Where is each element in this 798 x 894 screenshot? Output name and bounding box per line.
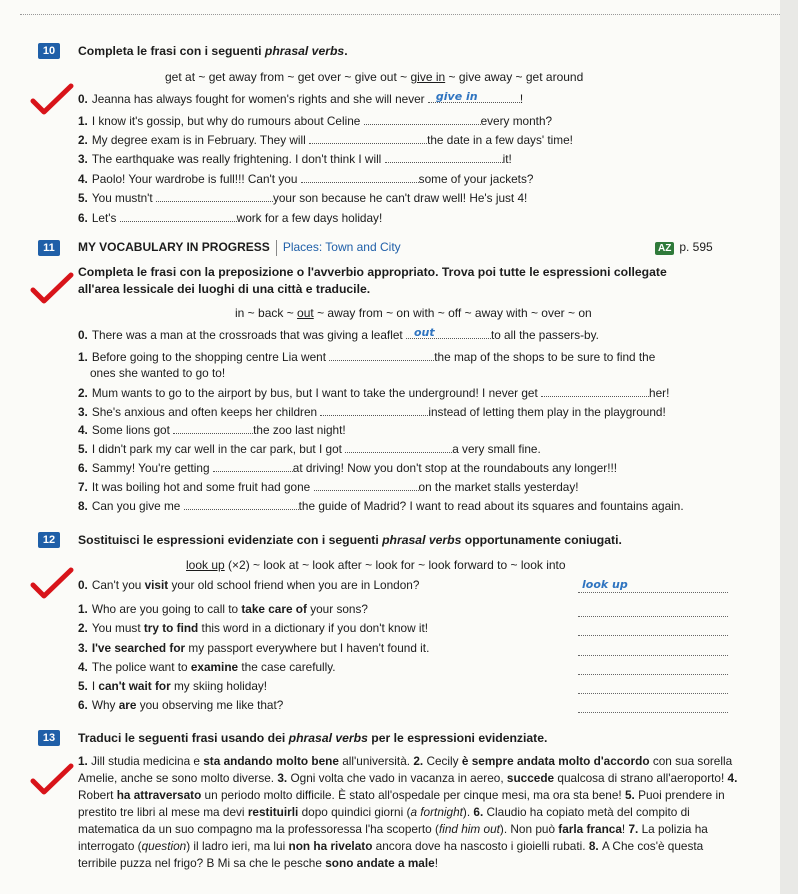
sentence-row [78, 385, 669, 400]
highlighted-expression: non ha rivelato [288, 839, 373, 853]
highlighted-phrase: visit [144, 578, 169, 592]
sentence-number: 2. [78, 621, 88, 635]
sentence-text: The earthquake was really frightening. I don't think I will [91, 152, 385, 166]
sentence-number: 4. [78, 423, 88, 437]
sentence-number: 2. [78, 386, 88, 400]
sentence-text: it! [502, 152, 512, 166]
sentence-text: My degree exam is in February. They will [91, 133, 310, 147]
highlighted-phrase: I've searched for [91, 641, 186, 655]
sentence-row [78, 602, 368, 616]
answer-blank[interactable] [385, 151, 503, 163]
answer-blank[interactable] [309, 132, 427, 144]
sentence-number: 4. [78, 172, 88, 186]
sentence-row [78, 698, 283, 712]
checkmark-icon [30, 272, 74, 306]
paragraph-text: a fortnight [410, 805, 463, 819]
highlighted-expression: ha attraversato [116, 788, 202, 802]
exercise-10-number: 10 [38, 43, 60, 59]
highlighted-expression: sta andando molto bene [203, 754, 339, 768]
exercise-13-number: 13 [38, 730, 60, 746]
checkmark-icon [30, 83, 74, 117]
highlighted-expression: 7. [628, 822, 642, 836]
sentence-text: It was boiling hot and some fruit had gone [91, 480, 314, 494]
sentence-number: 3. [78, 405, 88, 419]
sentence-text: Who are you going to call to [91, 602, 242, 616]
sentence-number: 6. [78, 461, 88, 475]
sentence-row [78, 621, 428, 635]
paragraph-text: qualcosa di strano all'aeroporto! [554, 771, 728, 785]
answer-blank[interactable] [120, 210, 237, 222]
highlighted-expression: 4. [727, 771, 738, 785]
sentence-row [78, 422, 346, 437]
sentence-row [78, 578, 419, 592]
paragraph-text: dopo quindici giorni ( [298, 805, 411, 819]
paragraph-text: find him out [438, 822, 500, 836]
highlighted-expression: succede [506, 771, 555, 785]
exercise-13-title: Traduci le seguenti frasi usando dei phrasal verbs per le espressioni evidenziate. [78, 731, 548, 745]
answer-line[interactable] [578, 681, 728, 694]
paragraph-text: Ogni volta che vado in vacanza in aereo, [290, 771, 507, 785]
paragraph-text: all'università. [338, 754, 414, 768]
sentence-row [78, 171, 533, 186]
highlighted-phrase: are [118, 698, 137, 712]
highlighted-expression: 5. [624, 788, 639, 802]
exercise-12-title: Sostituisci le espressioni evidenziate con i seguenti phrasal verbs opportunamente coniugati. [78, 533, 622, 547]
exercise-11-title-line2: all'area lessicale dei luoghi di una città e traducile. [78, 282, 371, 296]
sentence-row [78, 190, 527, 205]
paragraph-text: Robert [78, 788, 117, 802]
answer-blank[interactable] [213, 460, 293, 472]
highlighted-phrase: can't wait for [98, 679, 171, 693]
sentence-text: You must [91, 621, 144, 635]
sentence-text: the guide of Madrid? I want to read about its squares and fountains again. [298, 499, 684, 513]
sentence-number: 2. [78, 133, 88, 147]
sentence-text: Some lions got [91, 423, 174, 437]
highlighted-expression: farla franca [558, 822, 622, 836]
sentence-text: There was a man at the crossroads that was giving a leaflet [91, 328, 406, 342]
sentence-text: I didn't park my car well in the car park, but I got [91, 442, 346, 456]
sentence-text: She's anxious and often keeps her children [91, 405, 321, 419]
paragraph-text: con sua sorella Amelie, anche se sono molto diverse. [78, 754, 733, 785]
sentence-text: Before going to the shopping centre Lia went [91, 350, 330, 364]
sentence-text: Can't you [91, 578, 145, 592]
sentence-number: 3. [78, 152, 88, 166]
sentence-row [78, 641, 429, 655]
exercise-13-paragraph [78, 753, 743, 872]
sentence-text: ! [519, 92, 524, 106]
sentence-row [78, 498, 684, 513]
answer-blank[interactable] [184, 498, 299, 510]
paragraph-text: un periodo molto difficile. È stato all'ospedale per cinque mesi, ma ora sta bene! [201, 788, 625, 802]
paragraph-text: ) il ladro ieri, ma lui [186, 839, 289, 853]
sentence-row [78, 460, 617, 475]
sentence-text: Jeanna has always fought for women's rights and she will never [91, 92, 428, 106]
answer-blank[interactable] [428, 91, 520, 103]
highlighted-expression: sono andate a male [325, 856, 435, 870]
page-edge [780, 0, 798, 894]
sentence-text: my passport everywhere but I haven't found it. [185, 641, 430, 655]
sentence-number: 5. [78, 191, 88, 205]
answer-line[interactable] [578, 623, 728, 636]
sentence-text: my skiing holiday! [170, 679, 268, 693]
paragraph-text: Puoi prendere in prestito tre libri al mese ma devi [78, 788, 725, 819]
highlighted-expression: 3. [277, 771, 291, 785]
paragraph-text: Cecily [426, 754, 462, 768]
sentence-number: 1. [78, 602, 88, 616]
sentence-text: Why [91, 698, 119, 712]
paragraph-text: ). Non può [499, 822, 559, 836]
exercise-10-title: Completa le frasi con i seguenti phrasal verbs. [78, 44, 348, 58]
answer-blank[interactable] [301, 171, 419, 183]
paragraph-text: ). [462, 805, 474, 819]
answer-blank[interactable] [406, 327, 491, 339]
sentence-number: 1. [78, 350, 88, 364]
sentence-row [78, 113, 552, 128]
paragraph-text: ! [434, 856, 438, 870]
sentence-text: the case carefully. [238, 660, 336, 674]
sentence-text: Mum wants to go to the airport by bus, but I want to take the underground! I never get [91, 386, 542, 400]
sentence-text: The police want to [91, 660, 191, 674]
answer-line[interactable] [578, 604, 728, 617]
sentence-text: the zoo last night! [253, 423, 346, 437]
highlighted-expression: 6. [473, 805, 487, 819]
paragraph-text: Jill studia medicina e [91, 754, 204, 768]
sentence-number: 1. [78, 114, 88, 128]
sentence-number: 5. [78, 679, 88, 693]
sentence-text: a very small fine. [452, 442, 541, 456]
answer-blank[interactable] [364, 113, 481, 125]
highlighted-phrase: try to find [143, 621, 199, 635]
sentence-number: 5. [78, 442, 88, 456]
sentence-number: 3. [78, 641, 88, 655]
sentence-row [78, 151, 512, 166]
sentence-text: at driving! Now you don't stop at the roundabouts any longer!!! [292, 461, 618, 475]
sentence-number: 8. [78, 499, 88, 513]
highlighted-expression: 1. [78, 754, 92, 768]
answer-blank[interactable] [320, 404, 428, 416]
page-reference[interactable]: AZ p. 595 [655, 240, 713, 255]
sentence-text: the date in a few days' time! [427, 133, 573, 147]
answer-line[interactable] [578, 643, 728, 656]
sentence-number: 0. [78, 578, 88, 592]
sentence-text: your son because he can't draw well! He's just 4! [272, 191, 528, 205]
sentence-text: Sammy! You're getting [91, 461, 213, 475]
highlighted-phrase: examine [190, 660, 239, 674]
sentence-number: 6. [78, 698, 88, 712]
sentence-number: 7. [78, 480, 88, 494]
paragraph-text: question [141, 839, 187, 853]
paragraph-text: Claudio ha copiato metà del compito di matematica da un suo compagno ma la professoressa l'ha scoperto ( [78, 805, 690, 836]
sentence-number: 0. [78, 328, 88, 342]
exercise-11-title-line1: Completa le frasi con la preposizione o l'avverbio appropriato. Trova poi tutte le espressioni collegate [78, 265, 667, 279]
answer-line[interactable] [578, 700, 728, 713]
sentence-text: ones she wanted to go to! [90, 366, 226, 380]
paragraph-text: A Che cos'è questa terribile puzza nel frigo? B Mi sa che le pesche [78, 839, 704, 870]
sentence-text: I [91, 679, 99, 693]
checkmark-icon [30, 567, 74, 601]
top-divider [20, 14, 780, 15]
sentence-text: to all the passers-by. [490, 328, 599, 342]
sentence-text: Can you give me [91, 499, 184, 513]
sentence-text: you observing me like that? [136, 698, 284, 712]
handwritten-answer: out [413, 326, 435, 339]
checkmark-icon [30, 763, 74, 797]
sentence-row [78, 210, 382, 225]
highlighted-expression: 2. [413, 754, 427, 768]
sentence-text: some of your jackets? [418, 172, 534, 186]
sentence-number: 4. [78, 660, 88, 674]
sentence-text: the map of the shops to be sure to find the [434, 350, 656, 364]
highlighted-expression: restituirli [247, 805, 299, 819]
paragraph-text: La polizia ha interrogato ( [78, 822, 708, 853]
sentence-text: every month? [480, 114, 553, 128]
sentence-text: her! [649, 386, 670, 400]
sentence-text: this word in a dictionary if you don't know it! [198, 621, 429, 635]
exercise-11-options: in ~ back ~ out ~ away from ~ on with ~ off ~ away with ~ over ~ on [235, 306, 592, 320]
sentence-row [78, 660, 336, 674]
sentence-row [78, 441, 541, 456]
sentence-text: Paolo! Your wardrobe is full!!! Can't you [91, 172, 301, 186]
highlighted-expression: 8. [588, 839, 602, 853]
answer-blank[interactable] [314, 479, 419, 491]
exercise-11-number: 11 [38, 240, 60, 256]
answer-blank[interactable] [156, 190, 273, 202]
exercise-11-heading: MY VOCABULARY IN PROGRESS Places: Town and City [78, 240, 401, 255]
answer-blank[interactable] [329, 349, 434, 361]
exercise-12-answer-0: look up [582, 578, 628, 591]
sentence-row [78, 327, 599, 342]
answer-blank[interactable] [541, 385, 649, 397]
sentence-row [90, 366, 225, 380]
handwritten-answer: give in [435, 90, 478, 103]
highlighted-expression: è sempre andata molto d'accordo [461, 754, 650, 768]
sentence-row [78, 404, 666, 419]
sentence-text: I know it's gossip, but why do rumours about Celine [91, 114, 364, 128]
sentence-text: your sons? [306, 602, 368, 616]
sentence-number: 0. [78, 92, 88, 106]
sentence-row [78, 132, 573, 147]
sentence-row [78, 349, 655, 364]
sentence-number: 6. [78, 211, 88, 225]
answer-line[interactable] [578, 662, 728, 675]
exercise-12-options: look up (×2) ~ look at ~ look after ~ look for ~ look forward to ~ look into [186, 558, 566, 572]
sentence-row [78, 479, 579, 494]
paragraph-text: ! [621, 822, 629, 836]
sentence-text: work for a few days holiday! [236, 211, 383, 225]
sentence-row [78, 91, 523, 106]
highlighted-phrase: take care of [241, 602, 307, 616]
exercise-12-number: 12 [38, 532, 60, 548]
sentence-text: on the market stalls yesterday! [418, 480, 579, 494]
sentence-row [78, 679, 267, 693]
exercise-10-options: get at ~ get away from ~ get over ~ give out ~ give in ~ give away ~ get around [165, 70, 584, 84]
sentence-text: You mustn't [91, 191, 156, 205]
sentence-text: your old school friend when you are in London? [168, 578, 420, 592]
sentence-text: instead of letting them play in the playground! [428, 405, 666, 419]
paragraph-text: ancora dove ha nascosto i gioielli rubati. [372, 839, 589, 853]
sentence-text: Let's [91, 211, 120, 225]
answer-blank[interactable] [173, 422, 253, 434]
answer-blank[interactable] [345, 441, 452, 453]
